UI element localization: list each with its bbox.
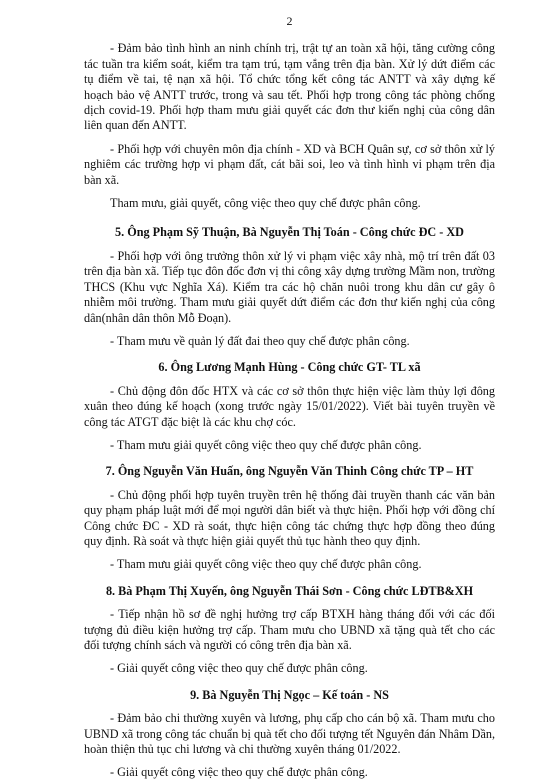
paragraph: - Phối hợp với ông trưởng thôn xử lý vi phạm việc xây nhà, mộ trí trên đất 03 trên địa bàn xã. Tiếp tục đôn đốc đơn vị thi công xây dựng trường Mầm non, trường THCS (Khu vực Nghĩa Xá). Kiểm tra các hộ chăn nuôi trong khu dân cư gây ô nhiễm môi trường. Tham mưu giải quyết dứt điểm các đơn thư kiến nghị của công dân(nhân dân thôn Mỗ Đoạn).	[84, 248, 495, 325]
paragraph: - Đảm bảo tình hình an ninh chính trị, trật tự an toàn xã hội, tăng cường công tác tuần tra kiểm soát, kiểm tra tạm trú, tạm vắng trên địa bàn. Xử lý dứt điểm các tụ điểm về tai, tệ nạn xã hội. Tổ chức tổng kết công tác ANTT và xây dựng kế hoạch bảo vệ ANTT trước, trong và sau tết. Phối hợp trong công tác phòng chống dịch covid-19. Phối hợp tham mưu giải quyết các đơn thư kiến nghị của công dân liên quan đến ANTT.	[84, 41, 495, 133]
paragraph: - Chủ động phối hợp tuyên truyền trên hệ thống đài truyền thanh các văn bản quy phạm pháp luật mới để mọi người dân biết và thực hiện. Phối hợp với đồng chí Công chức ĐC - XD rà soát, thực hiện công tác chứng thực hợp đồng theo đúng quy định. Rà soát và thực hiện giải quyết thủ tục hành theo quy định.	[84, 487, 495, 548]
paragraph: - Tham mưu về quản lý đất đai theo quy chế được phân công.	[110, 333, 410, 348]
section-5	[84, 225, 495, 349]
section-7	[84, 464, 495, 572]
paragraph: - Chủ động đôn đốc HTX và các cơ sở thôn thực hiện việc làm thủy lợi đông xuân theo đúng kế hoạch (xong trước ngày 15/01/2022). Viết bài tuyên truyền về công tác ATGT đặc biệt là các khu chợ cóc.	[84, 383, 495, 429]
paragraph: - Tham mưu giải quyết công việc theo quy chế được phân công.	[110, 437, 422, 452]
paragraph: - Giải quyết công việc theo quy chế được phân công.	[110, 661, 368, 676]
section-heading: 9. Bà Nguyễn Thị Ngọc – Kế toán - NS	[190, 687, 389, 702]
section-8	[84, 584, 495, 677]
section-heading: 6. Ông Lương Mạnh Hùng - Công chức GT- TL xã	[158, 360, 421, 375]
section-heading: 8. Bà Phạm Thị Xuyến, ông Nguyễn Thái Sơn - Công chức LĐTB&XH	[105, 583, 474, 598]
section-heading: 5. Ông Phạm Sỹ Thuận, Bà Nguyễn Thị Toán - Công chức ĐC - XD	[115, 225, 464, 240]
section-9	[84, 688, 495, 781]
paragraph: - Đảm bảo chi thường xuyên và lương, phụ cấp cho cán bộ xã. Tham mưu cho UBND xã trong công tác chuẩn bị quà tết cho đối tượng tết Nguyên đán Nhâm Dần, hoàn thiện thủ tục chi lương và chi thường xuyên tháng 01/2022.	[84, 711, 495, 757]
section-heading: 7. Ông Nguyễn Văn Huấn, ông Nguyễn Văn Thinh Công chức TP – HT	[105, 464, 474, 479]
paragraph: - Giải quyết công việc theo quy chế được phân công.	[110, 765, 368, 780]
section-intro	[84, 41, 495, 211]
paragraph: - Tham mưu giải quyết công việc theo quy chế được phân công.	[110, 557, 422, 572]
paragraph: - Phối hợp với chuyên môn địa chính - XD và BCH Quân sự, cơ sở thôn xử lý nghiêm các trường hợp vi phạm đất, cát bãi soi, leo và tình hình vi phạm trên địa bàn xã.	[84, 141, 495, 187]
paragraph: - Tiếp nhận hồ sơ đề nghị hưởng trợ cấp BTXH hàng tháng đối với các đối tượng đủ điều kiện hưởng trợ cấp. Tham mưu cho UBND xã tặng quà tết cho các đối tượng chính sách và người có công trên địa bàn xã.	[84, 607, 495, 652]
section-6	[84, 360, 495, 453]
paragraph: Tham mưu, giải quyết, công việc theo quy chế được phân công.	[110, 196, 421, 211]
page-number: 2	[286, 14, 293, 28]
